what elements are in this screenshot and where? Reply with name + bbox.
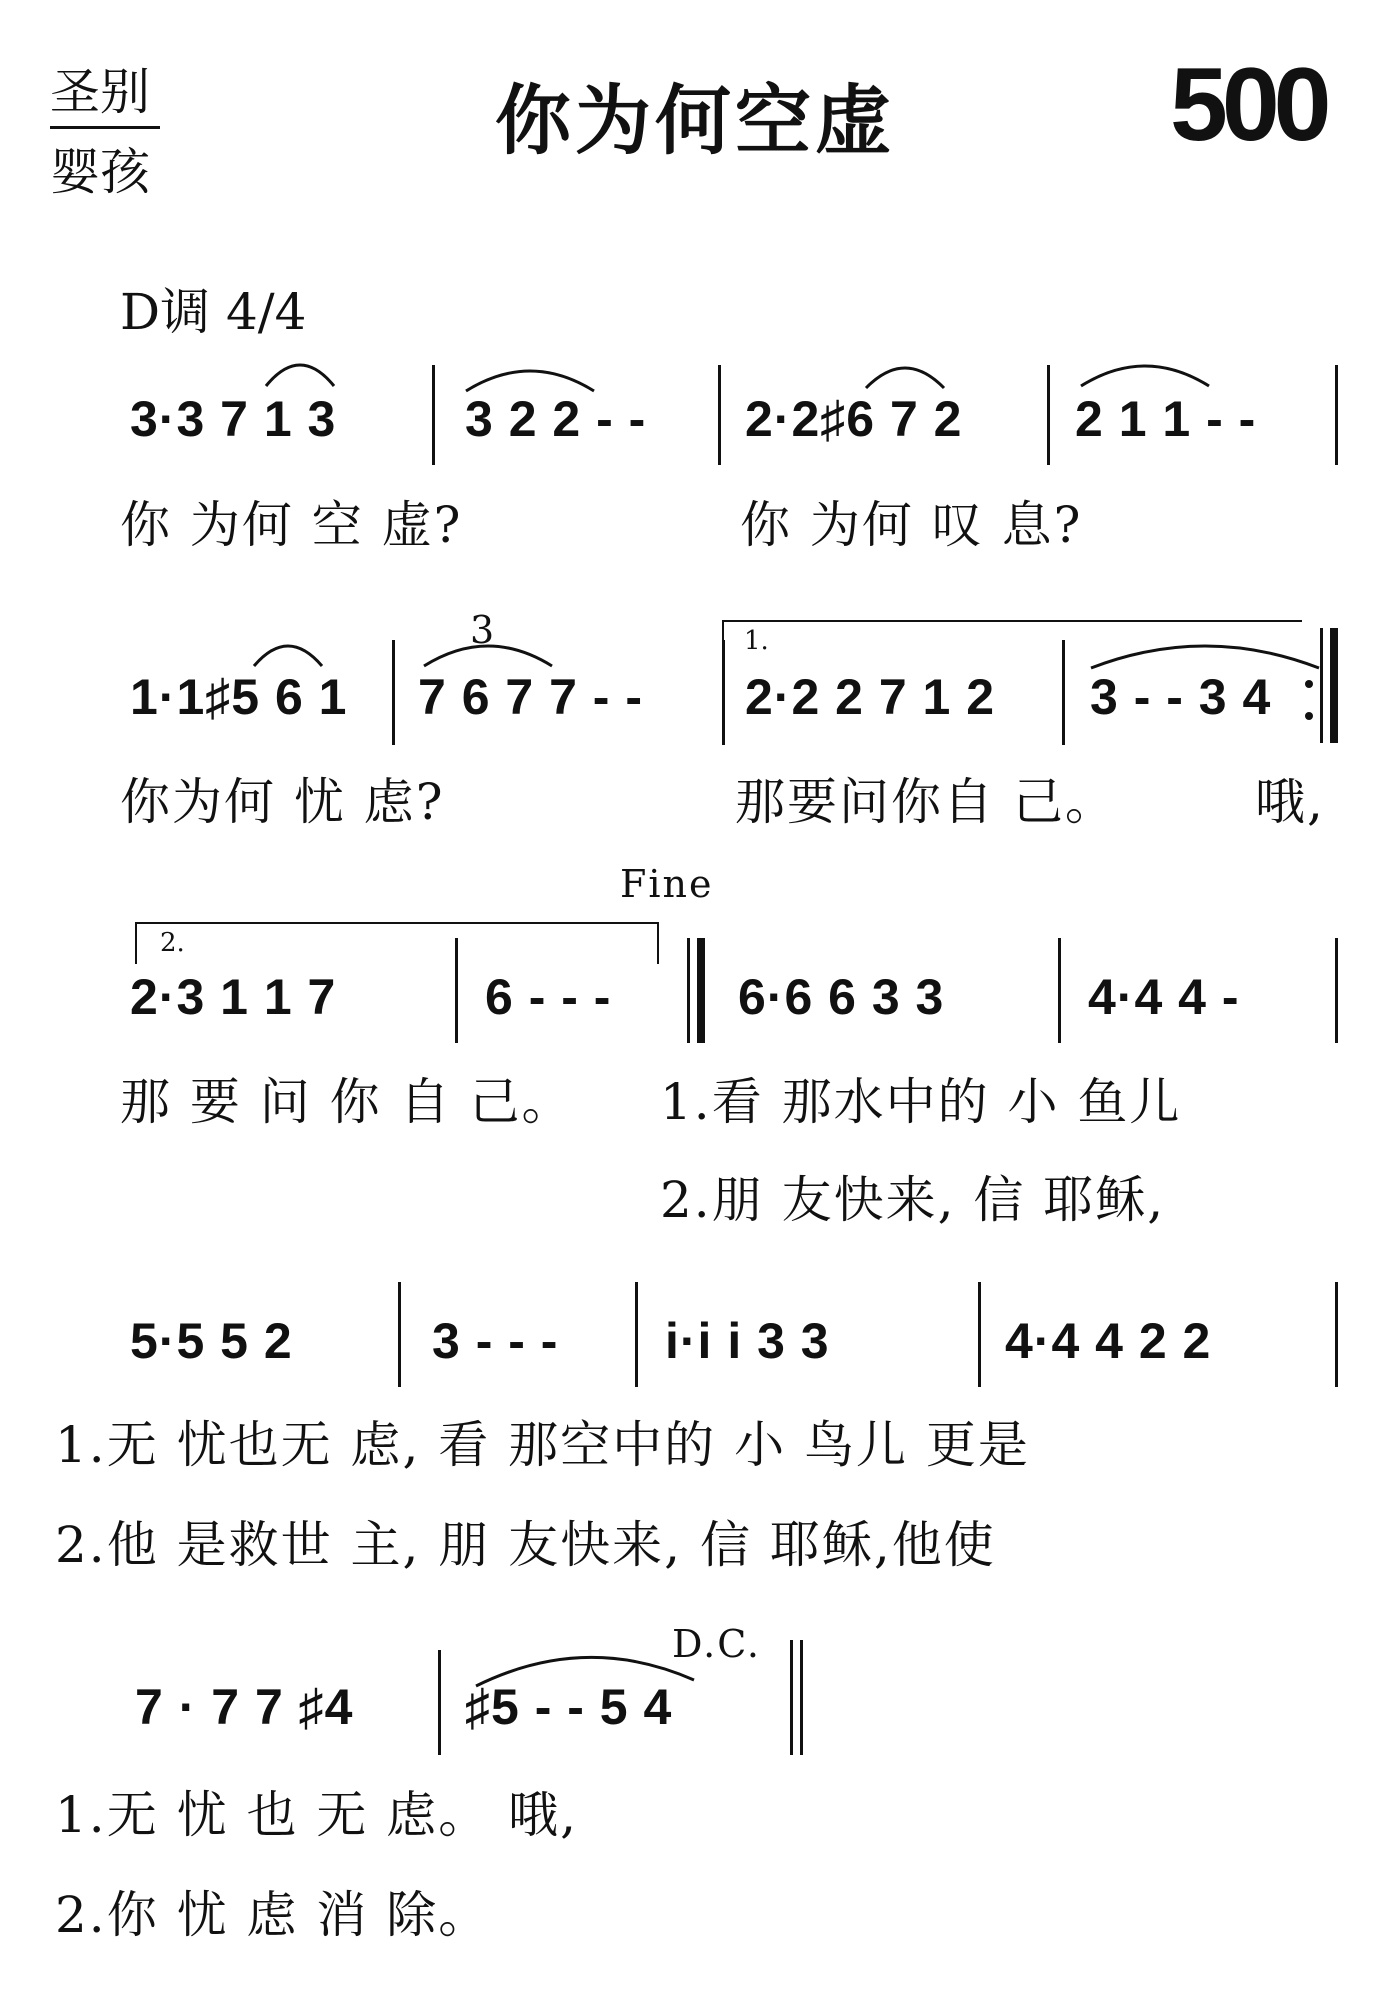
barline <box>1062 640 1065 745</box>
double-barline <box>800 1640 803 1755</box>
repeat-dot-bottom <box>1305 712 1313 720</box>
barline <box>1335 938 1338 1043</box>
lyrics-3-verse2: 2.朋 友快来, 信 耶稣, <box>660 1171 1166 1229</box>
lyrics-2c: 哦, <box>1255 773 1325 831</box>
measure-3-1: 2·3 1 1 7 <box>130 969 337 1025</box>
repeat-dot-top <box>1305 680 1313 688</box>
volta-2-number: 2. <box>160 928 185 958</box>
lyrics-3a: 那 要 问 你 自 己。 <box>120 1073 574 1131</box>
slur-3 <box>860 352 950 392</box>
slur-5 <box>248 630 328 670</box>
barline <box>392 640 395 745</box>
measure-4-4: 4·4 4 2 2 <box>1005 1313 1212 1369</box>
measure-3-2: 6 - - - <box>485 969 612 1025</box>
measure-2-3: 2·2 2 7 1 2 <box>745 669 996 725</box>
barline <box>790 1640 793 1755</box>
category-divider <box>50 126 160 129</box>
barline <box>432 365 435 465</box>
repeat-end-barline <box>1330 628 1338 743</box>
lyrics-3-verse1: 1.看 那水中的 小 鱼儿 <box>660 1073 1182 1131</box>
lyrics-2b: 那要问你自 己。 <box>735 773 1117 831</box>
lyrics-5-verse2: 2.你 忧 虑 消 除。 <box>55 1886 491 1944</box>
lyrics-1b: 你 为何 叹 息? <box>740 496 1083 554</box>
measure-5-2: ♯5 - - 5 4 <box>465 1679 673 1735</box>
volta-2-bracket <box>135 922 659 964</box>
barline <box>978 1282 981 1387</box>
barline <box>398 1282 401 1387</box>
barline <box>438 1650 441 1755</box>
barline <box>455 938 458 1043</box>
lyrics-4-verse1: 1.无 忧也无 虑, 看 那空中的 小 鸟儿 更是 <box>55 1416 1030 1474</box>
barline <box>722 640 725 745</box>
volta-1-number: 1. <box>744 626 769 656</box>
measure-2-2: 7 6 7 7 - - <box>418 669 643 725</box>
measure-4-3: i·i i 3 3 <box>665 1313 830 1369</box>
barline <box>1058 938 1061 1043</box>
category-label-top: 圣别 <box>50 63 150 121</box>
measure-4-2: 3 - - - <box>432 1313 559 1369</box>
barline <box>687 938 690 1043</box>
volta-1-bracket <box>722 620 1302 662</box>
measure-1-3: 2·2♯6 7 2 <box>745 391 963 447</box>
hymn-number: 500 <box>1170 47 1326 163</box>
measure-4-1: 5·5 5 2 <box>130 1313 293 1369</box>
measure-3-4: 4·4 4 - <box>1088 969 1240 1025</box>
fine-mark: Fine <box>620 862 714 906</box>
barline <box>1047 365 1050 465</box>
barline <box>1320 628 1323 743</box>
dc-mark: D.C. <box>672 1622 761 1666</box>
key-signature: D调 4/4 <box>120 283 307 341</box>
measure-1-2: 3 2 2 - - <box>465 391 647 447</box>
measure-5-1: 7 · 7 7 ♯4 <box>135 1679 354 1735</box>
triplet-mark: 3 <box>470 608 497 652</box>
hymn-title: 你为何空虚 <box>495 76 895 165</box>
measure-1-1: 3·3 7 1 3 <box>130 391 337 447</box>
slur-1 <box>260 350 340 390</box>
measure-2-1: 1·1♯5 6 1 <box>130 669 348 725</box>
lyrics-2a: 你为何 忧 虑? <box>120 773 445 831</box>
lyrics-1a: 你 为何 空 虚? <box>120 496 463 554</box>
slur-2 <box>460 355 600 395</box>
measure-2-4: 3 - - 3 4 <box>1090 669 1272 725</box>
measure-3-3: 6·6 6 3 3 <box>738 969 945 1025</box>
fine-end-barline <box>697 938 705 1043</box>
slur-4 <box>1075 350 1215 390</box>
barline <box>1335 365 1338 465</box>
barline <box>1335 1282 1338 1387</box>
measure-1-4: 2 1 1 - - <box>1075 391 1257 447</box>
lyrics-5-verse1: 1.无 忧 也 无 虑。 哦, <box>55 1786 579 1844</box>
barline <box>635 1282 638 1387</box>
lyrics-4-verse2: 2.他 是救世 主, 朋 友快来, 信 耶稣,他使 <box>55 1516 996 1574</box>
barline <box>718 365 721 465</box>
category-label-bottom: 婴孩 <box>50 143 150 201</box>
